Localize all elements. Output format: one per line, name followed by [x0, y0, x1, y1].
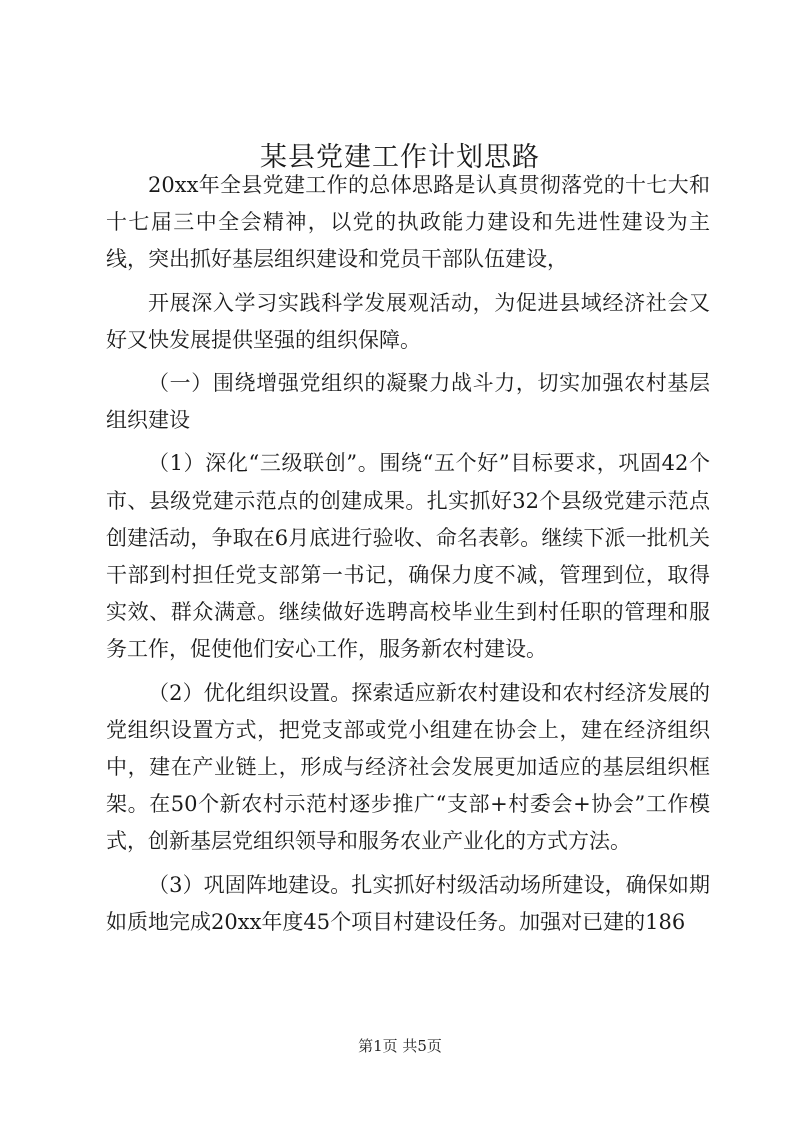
paragraph-item-2: （2）优化组织设置。探索适应新农村建设和农村经济发展的党组织设置方式，把党支部或党小组建在协会上，建在经济组织中，建在产业链上，形成与经济社会发展更加适应的基层组织框架。在50个新农村示范村逐步推广“支部+村委会+协会”工作模式，创新基层党组织领导和服务农业产业化的方式方法。: [106, 680, 710, 854]
paragraph-2: 开展深入学习实践科学发展观活动，为促进县域经济社会又好又快发展提供坚强的组织保障。: [106, 290, 710, 352]
section-heading-1: （一）围绕增强党组织的凝聚力战斗力，切实加强农村基层组织建设: [106, 371, 710, 433]
page-number-footer: 第1页 共5页: [358, 1037, 442, 1055]
document-title: 某县党建工作计划思路: [260, 142, 540, 173]
document-body: [106, 167, 710, 947]
paragraph-item-1: （1）深化“三级联创”。围绕“五个好”目标要求，巩固42个市、县级党建示范点的创建成果。扎实抓好32个县级党建示范点创建活动，争取在6月底进行验收、命名表彰。继续下派一批机关干部到村担任党支部第一书记，确保力度不减，管理到位，取得实效、群众满意。继续做好选聘高校毕业生到村任职的管理和服务工作，促使他们安心工作，服务新农村建设。: [106, 451, 710, 662]
paragraph-1: 20xx年全县党建工作的总体思路是认真贯彻落党的十七大和十七届三中全会精神，以党的执政能力建设和先进性建设为主线，突出抓好基层组织建设和党员干部队伍建设，: [106, 173, 710, 272]
paragraph-item-3: （3）巩固阵地建设。扎实抓好村级活动场所建设，确保如期如质地完成20xx年度45个项目村建设任务。加强对已建的186: [106, 872, 710, 934]
